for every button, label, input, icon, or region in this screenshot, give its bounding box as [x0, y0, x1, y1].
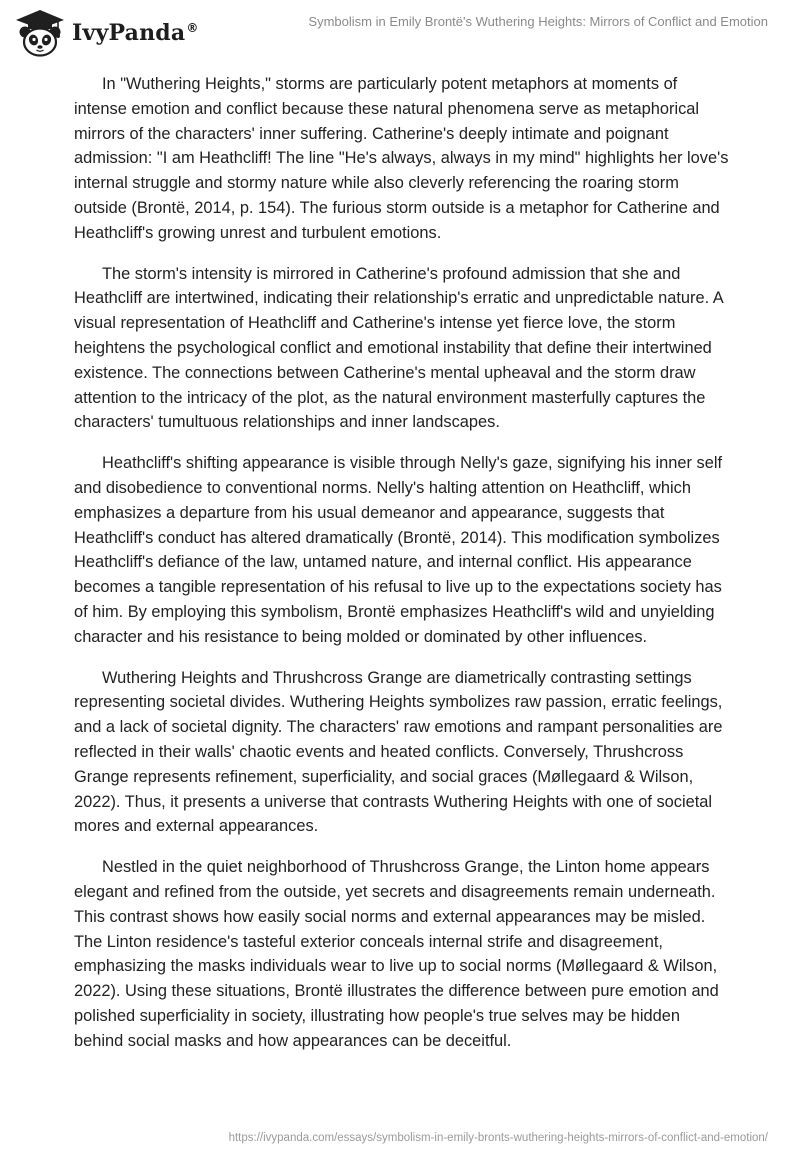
- registered-mark: ®: [186, 20, 199, 35]
- paragraph: In "Wuthering Heights," storms are particularly potent metaphors at moments of intense emotion and conflict because these natural phenomena serve as metaphorical mirrors of the characters' inner suffering. Catherine's deeply intimate and poignant admission: "I am Heathcliff! The line "He's always, always in my mind" highlights her love's internal struggle and stormy nature while also cleverly referencing the roaring storm outside (Brontë, 2014, p. 154). The furious storm outside is a metaphor for Catherine and Heathcliff's growing unrest and turbulent emotions.: [74, 75, 729, 242]
- page-header: [0, 0, 800, 64]
- paragraph: Wuthering Heights and Thrushcross Grange are diametrically contrasting settings representing societal divides. Wuthering Heights symbolizes raw passion, erratic feelings, and a lack of societal dignity. The characters' raw emotions and rampant personalities are reflected in their walls' chaotic events and heated conflicts. Conversely, Thrushcross Grange represents refinement, superficiality, and social graces (Møllegaard & Wilson, 2022). Thus, it presents a universe that contrasts Wuthering Heights with one of societal mores and external appearances.: [74, 668, 723, 836]
- source-url-link[interactable]: https://ivypanda.com/essays/symbolism-in-emily-bronts-wuthering-heights-mirrors-of-conflict-and-emotion/: [228, 1132, 768, 1144]
- essay-body: [74, 72, 730, 1069]
- paragraph: The storm's intensity is mirrored in Catherine's profound admission that she and Heathcliff are intertwined, indicating their relationship's erratic and unpredictable nature. A visual representation of Heathcliff and Catherine's intense yet fierce love, the storm heightens the psychological conflict and emotional instability that define their intertwined existence. The connections between Catherine's mental upheaval and the storm draw attention to the intricacy of the plot, as the natural environment masterfully captures the characters' tumultuous relationships and inner landscapes.: [74, 264, 723, 432]
- brand-logo[interactable]: [14, 8, 199, 58]
- graduate-panda-logo-icon: [14, 8, 66, 58]
- paragraph: Heathcliff's shifting appearance is visible through Nelly's gaze, signifying his inner self and disobedience to conventional norms. Nelly's halting attention on Heathcliff, which emphasizes a departure from his usual demeanor and appearance, suggests that Heathcliff's conduct has altered dramatically (Brontë, 2014). This modification symbolizes Heathcliff's defiance of the law, untamed nature, and internal conflict. His appearance becomes a tangible representation of his refusal to live up to the expectations society has of him. By employing this symbolism, Brontë emphasizes Heathcliff's wild and unyielding character and his resistance to being molded or dominated by other influences.: [74, 454, 723, 646]
- document-title: Symbolism in Emily Brontë's Wuthering Heights: Mirrors of Conflict and Emotion: [308, 14, 768, 29]
- brand-name: IvyPanda®: [72, 20, 199, 46]
- paragraph: Nestled in the quiet neighborhood of Thrushcross Grange, the Linton home appears elegant and refined from the outside, yet secrets and disagreements remain underneath. This contrast shows how easily social norms and external appearances may be misled. The Linton residence's tasteful exterior conceals internal strife and disagreement, emphasizing the masks individuals wear to live up to social norms (Møllegaard & Wilson, 2022). Using these situations, Brontë illustrates the difference between pure emotion and polished superficiality in society, illustrating how people's true selves may be hidden behind social masks and how appearances can be deceitful.: [74, 858, 719, 1050]
